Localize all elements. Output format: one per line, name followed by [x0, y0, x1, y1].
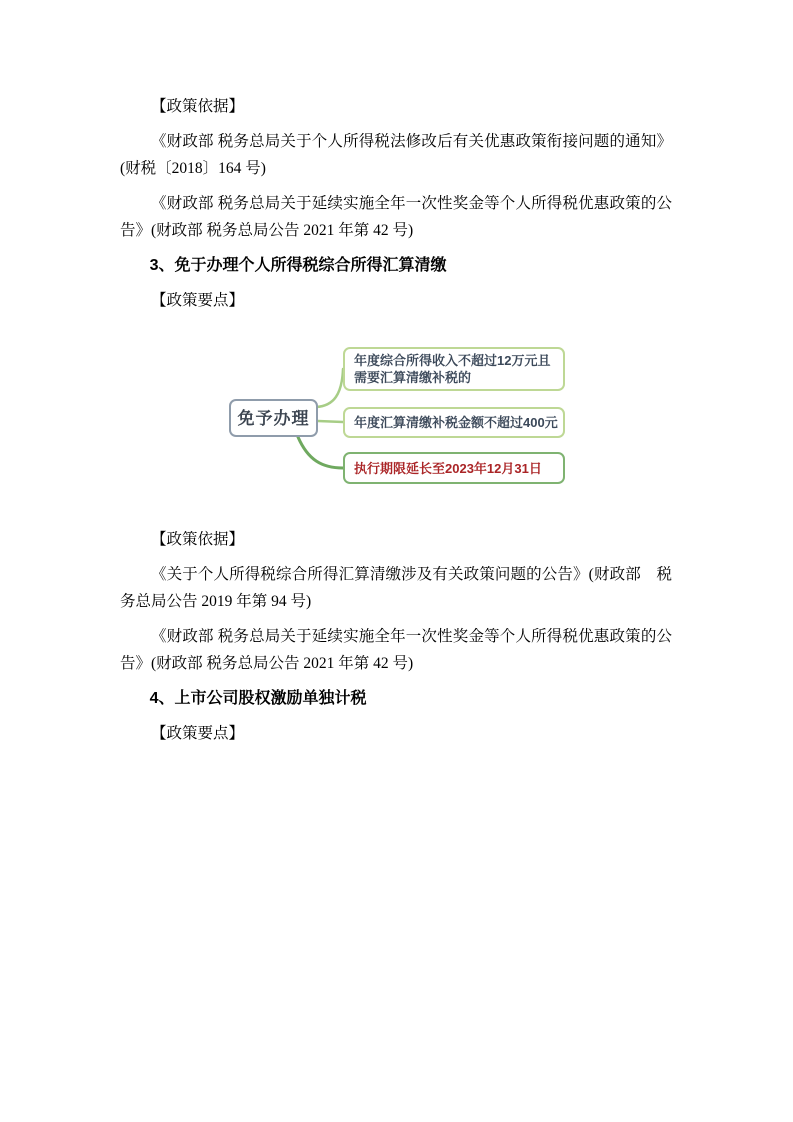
connector-bottom-curve	[298, 437, 343, 468]
mindmap-root-node: 免予办理	[229, 399, 318, 437]
policy-basis-paragraph-4: 《财政部 税务总局关于延续实施全年一次性奖金等个人所得税优惠政策的公告》(财政部 税务总局公告 2021 年第 42 号)	[120, 628, 672, 672]
mindmap-branch-tax-amount-limit: 年度汇算清缴补税金额不超过400元	[343, 407, 565, 438]
mindmap-branch-income-limit: 年度综合所得收入不超过12万元且需要汇算清缴补税的	[343, 347, 565, 391]
policy-points-label-3: 【政策要点】	[151, 292, 245, 309]
connector-middle-line	[318, 421, 343, 422]
policy-basis-paragraph-2: 《财政部 税务总局关于延续实施全年一次性奖金等个人所得税优惠政策的公告》(财政部 税务总局公告 2021 年第 42 号)	[120, 195, 672, 239]
connector-top-curve	[316, 369, 343, 407]
policy-basis-paragraph-1: 《财政部 税务总局关于个人所得税法修改后有关优惠政策衔接问题的通知》(财税〔2018〕164 号)	[120, 133, 672, 177]
policy-basis-label-bonus: 【政策依据】	[151, 98, 245, 115]
mindmap-diagram	[120, 342, 673, 510]
section4-heading: 4、上市公司股权激励单独计税	[149, 690, 367, 707]
section3-heading: 3、免于办理个人所得税综合所得汇算清缴	[149, 257, 447, 274]
mindmap-branch-deadline-extension: 执行期限延长至2023年12月31日	[343, 452, 565, 484]
policy-basis-paragraph-3: 《关于个人所得税综合所得汇算清缴涉及有关政策问题的公告》(财政部 税务总局公告 2019 年第 94 号)	[120, 566, 672, 610]
policy-points-label-4: 【政策要点】	[151, 725, 245, 742]
policy-basis-label-3: 【政策依据】	[151, 531, 245, 548]
